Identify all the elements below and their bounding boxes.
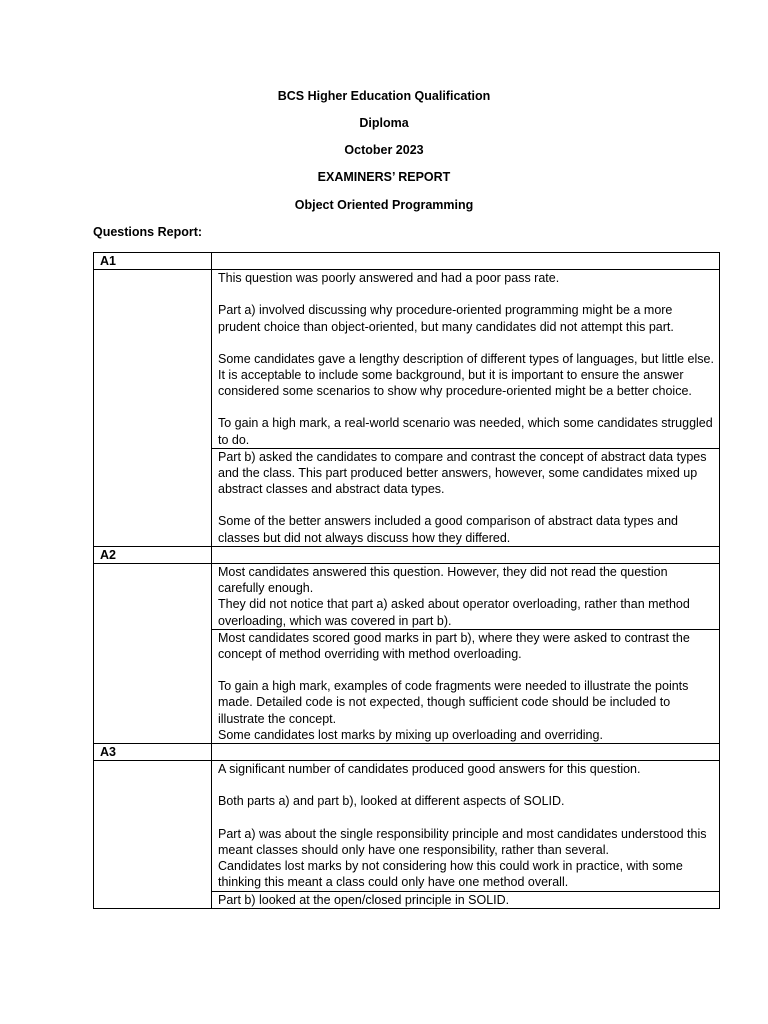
comment-line: Most candidates answered this question. However, they did not read the question carefully enough. (218, 565, 668, 596)
comment-cell (212, 564, 720, 630)
comment-cell (212, 891, 720, 908)
comment-line: Candidates lost marks by not considering how this could work in practice, with some thinking this meant a class could only have one method overall. (218, 859, 683, 890)
comment-paragraph: Part a) involved discussing why procedure-oriented programming might be a more prudent choice than object-oriented, but many candidates did not attempt this part. (218, 303, 674, 334)
comment-paragraph: Some of the better answers included a good comparison of abstract data types and classes but did not always discuss how they differed. (218, 514, 678, 545)
comment-cell (212, 761, 720, 891)
exam-date: October 2023 (344, 143, 424, 157)
question-comment-row (94, 761, 720, 891)
empty-cell (212, 546, 720, 563)
comment-paragraph: This question was poorly answered and had a poor pass rate. (218, 271, 560, 286)
question-header-row (94, 744, 720, 761)
question-header-row (94, 546, 720, 563)
qualification-title: BCS Higher Education Qualification (277, 89, 491, 103)
question-id: A1 (94, 253, 212, 270)
subject-title: Object Oriented Programming (294, 198, 474, 212)
question-header-row (94, 253, 720, 270)
comment-paragraph: Part a) was about the single responsibility principle and most candidates understood this meant classes should only have one responsibility, rather than several. (218, 826, 707, 857)
comment-paragraph: Part b) asked the candidates to compare and contrast the concept of abstract data types and the class. This part produced better answers, however, some candidates mixed up abstract classes and abstract data types. (218, 449, 707, 497)
empty-cell (94, 761, 212, 908)
comment-cell (212, 629, 720, 743)
question-id: A2 (94, 546, 212, 563)
empty-cell (94, 270, 212, 547)
empty-cell (212, 253, 720, 270)
question-comment-row (94, 564, 720, 630)
comment-paragraph: Some candidates gave a lengthy description of different types of languages, but little else. It is acceptable to include some background, but it is important to ensure the answer considered some scenarios to show why procedure-oriented might be a better choice. (218, 351, 714, 399)
comment-line: They did not notice that part a) asked about operator overloading, rather than method overloading, which was covered in part b). (218, 597, 690, 628)
comment-cell (212, 270, 720, 449)
empty-cell (212, 744, 720, 761)
questions-report-table (93, 252, 720, 909)
comment-paragraph: To gain a high mark, a real-world scenario was needed, which some candidates struggled to do. (218, 416, 713, 447)
comment-paragraph: Both parts a) and part b), looked at different aspects of SOLID. (218, 794, 565, 809)
questions-report-heading: Questions Report: (93, 225, 203, 239)
question-comment-row (94, 270, 720, 449)
comment-paragraph: Part b) looked at the open/closed principle in SOLID. (218, 892, 510, 907)
comment-paragraph: A significant number of candidates produced good answers for this question. (218, 762, 641, 777)
empty-cell (94, 564, 212, 744)
question-id: A3 (94, 744, 212, 761)
report-title: EXAMINERS’ REPORT (317, 170, 451, 184)
comment-paragraph: To gain a high mark, examples of code fragments were needed to illustrate the points made. Detailed code is not expected, though sufficient code should be included to illustrate the concept. (218, 679, 689, 726)
comment-cell (212, 448, 720, 546)
award-title: Diploma (359, 116, 409, 130)
comment-line: Some candidates lost marks by mixing up overloading and overriding. (218, 727, 603, 742)
comment-paragraph: Most candidates scored good marks in part b), where they were asked to contrast the concept of method overriding with method overloading. (218, 630, 690, 662)
